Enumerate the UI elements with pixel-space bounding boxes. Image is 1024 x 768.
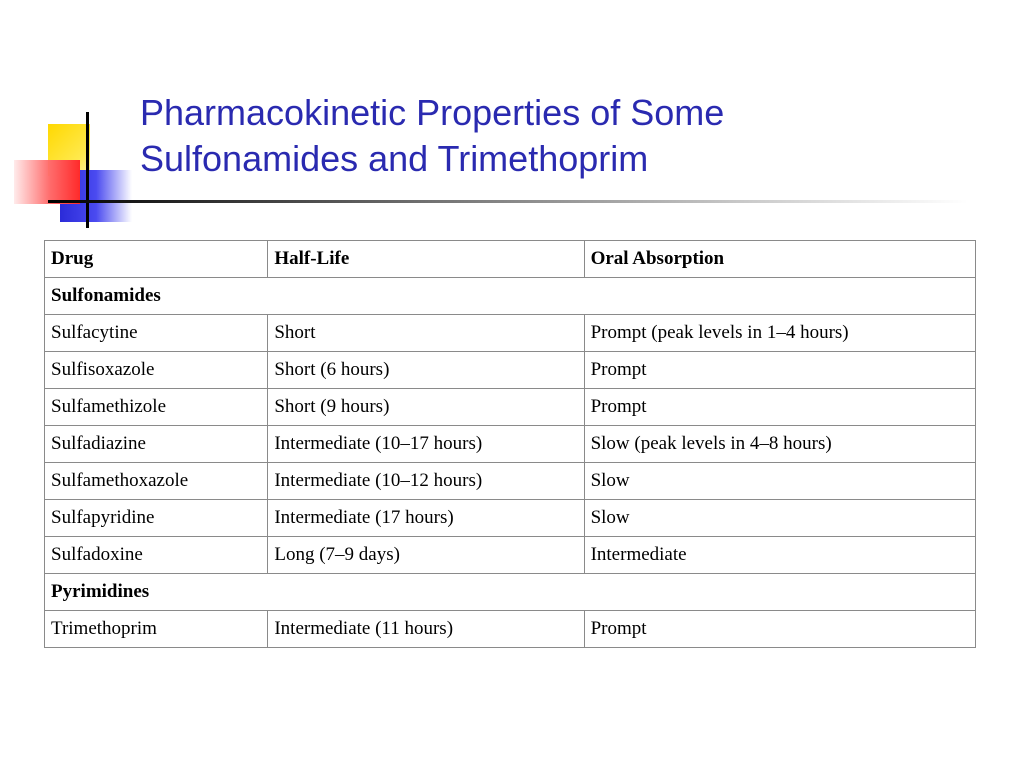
half-life: Long (7–9 days) (268, 537, 584, 574)
table-header-row (45, 241, 976, 278)
table-row (45, 315, 976, 352)
table-row (45, 611, 976, 648)
drug-name: Sulfapyridine (45, 500, 268, 537)
drug-name: Trimethoprim (45, 611, 268, 648)
slide-title (140, 90, 960, 182)
group-label: Sulfonamides (45, 278, 976, 315)
drug-name: Sulfamethizole (45, 389, 268, 426)
column-header-oral-absorption: Oral Absorption (584, 241, 975, 278)
pharmacokinetics-table (44, 240, 976, 648)
slide-title-line-1: Pharmacokinetic Properties of Some (140, 92, 725, 133)
decorative-vertical-line (86, 112, 89, 228)
table-row (45, 352, 976, 389)
half-life: Intermediate (17 hours) (268, 500, 584, 537)
half-life: Short (9 hours) (268, 389, 584, 426)
half-life: Intermediate (10–17 hours) (268, 426, 584, 463)
drug-name: Sulfisoxazole (45, 352, 268, 389)
oral-absorption: Slow (peak levels in 4–8 hours) (584, 426, 975, 463)
drug-name: Sulfamethoxazole (45, 463, 268, 500)
table-row (45, 537, 976, 574)
drug-name: Sulfadiazine (45, 426, 268, 463)
table-row (45, 426, 976, 463)
half-life: Intermediate (10–12 hours) (268, 463, 584, 500)
oral-absorption: Prompt (584, 352, 975, 389)
column-header-half-life: Half-Life (268, 241, 584, 278)
slide-title-line-2: Sulfonamides and Trimethoprim (140, 138, 649, 179)
half-life: Short (268, 315, 584, 352)
half-life: Short (6 hours) (268, 352, 584, 389)
table-row (45, 463, 976, 500)
table-row (45, 389, 976, 426)
group-row-pyrimidines (45, 574, 976, 611)
title-underline-divider (48, 200, 968, 203)
oral-absorption: Prompt (584, 389, 975, 426)
drug-name: Sulfacytine (45, 315, 268, 352)
column-header-drug: Drug (45, 241, 268, 278)
oral-absorption: Prompt (peak levels in 1–4 hours) (584, 315, 975, 352)
group-row-sulfonamides (45, 278, 976, 315)
oral-absorption: Intermediate (584, 537, 975, 574)
drug-name: Sulfadoxine (45, 537, 268, 574)
oral-absorption: Slow (584, 463, 975, 500)
half-life: Intermediate (11 hours) (268, 611, 584, 648)
table-row (45, 500, 976, 537)
oral-absorption: Prompt (584, 611, 975, 648)
oral-absorption: Slow (584, 500, 975, 537)
decorative-red-square (14, 160, 80, 204)
group-label: Pyrimidines (45, 574, 976, 611)
